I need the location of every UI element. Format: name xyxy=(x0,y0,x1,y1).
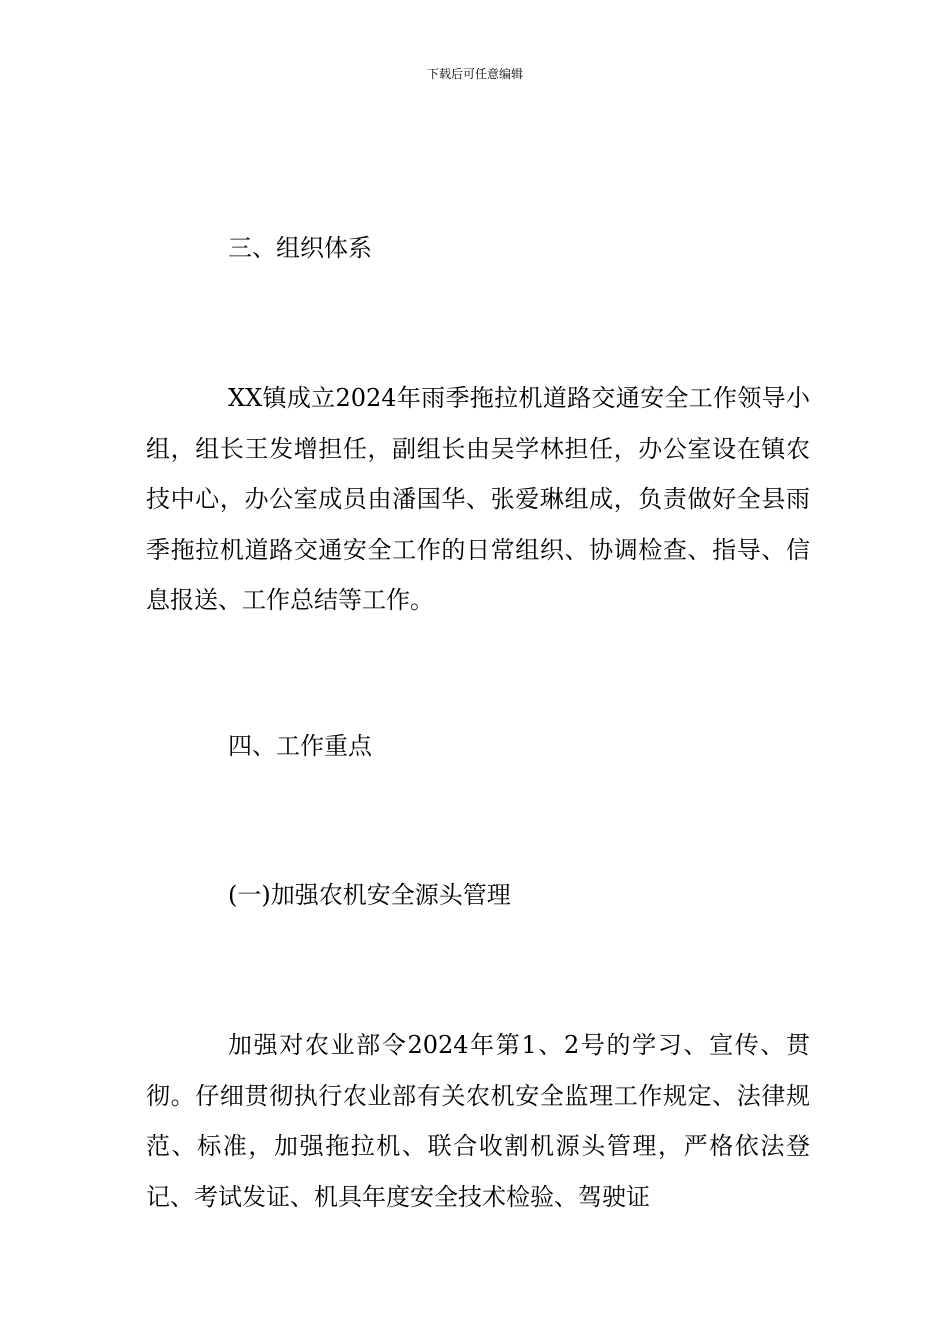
header-note: 下载后可任意编辑 xyxy=(426,67,523,81)
section-3-heading: 三、组织体系 xyxy=(228,234,372,262)
section-4-sub-1-paragraph: 加强对农业部令2024年第1、2号的学习、宣传、贯彻。仔细贯彻执行农业部有关农机安全监理工作规定、法律规范、标准，加强拖拉机、联合收割机源头管理，严格依法登记、考试发证、机具年度安全技术检验、驾驶证 xyxy=(146,1031,810,1211)
section-4-heading: 四、工作重点 xyxy=(228,732,372,760)
section-3-paragraph: XX镇成立2024年雨季拖拉机道路交通安全工作领导小组，组长王发增担任，副组长由吴学林担任，办公室设在镇农技中心，办公室成员由潘国华、张爱琳组成，负责做好全县雨季拖拉机道路交通安全工作的日常组织、协调检查、指导、信息报送、工作总结等工作。 xyxy=(146,384,810,614)
section-4-subheading-1: (一)加强农机安全源头管理 xyxy=(228,881,511,909)
